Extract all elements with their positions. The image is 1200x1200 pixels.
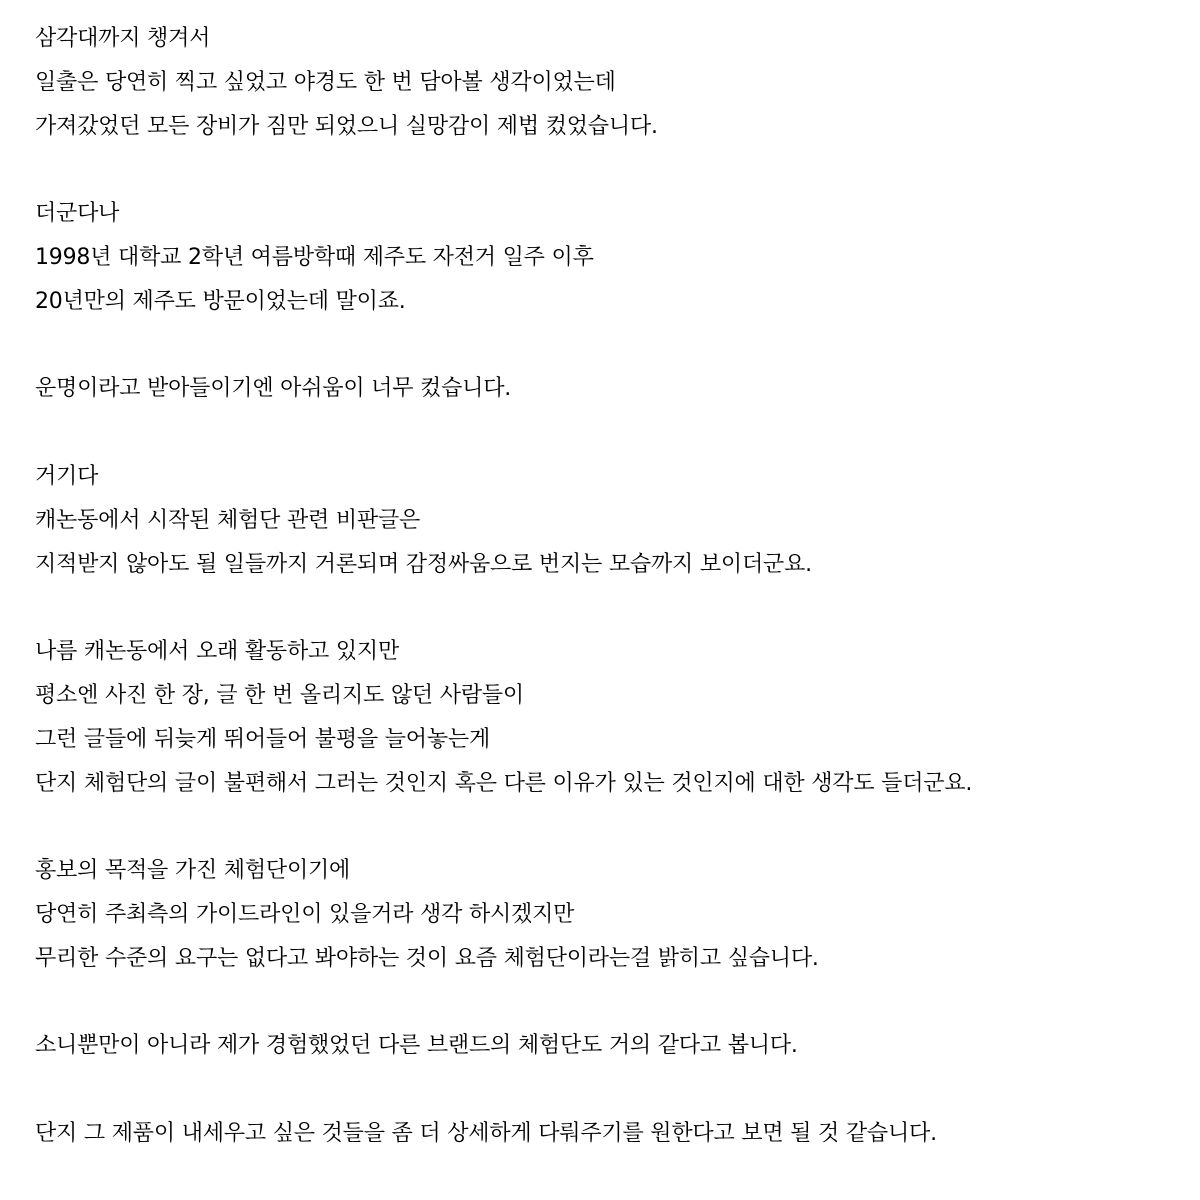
blank-line [35, 805, 1195, 849]
text-line: 운명이라고 받아들이기엔 아쉬움이 너무 컸습니다. [35, 376, 512, 402]
blank-line [35, 148, 1195, 192]
text-line: 일출은 당연히 찍고 싶었고 야경도 한 번 담아볼 생각이었는데 [35, 69, 616, 95]
text-line: 평소엔 사진 한 장, 글 한 번 올리지도 않던 사람들이 [35, 682, 524, 708]
text-line: 가져갔었던 모든 장비가 짐만 되었으니 실망감이 제법 컸었습니다. [35, 113, 658, 139]
blank-line [35, 411, 1195, 455]
text-line: 더군다나 [35, 201, 120, 227]
text-line: 소니뿐만이 아니라 제가 경험했었던 다른 브랜드의 체험단도 거의 같다고 봅니다. [35, 1033, 798, 1059]
text-line: 나름 캐논동에서 오래 활동하고 있지만 [35, 639, 400, 665]
text-line: 지적받지 않아도 될 일들까지 거론되며 감정싸움으로 번지는 모습까지 보이더군요. [35, 551, 812, 577]
text-line: 무리한 수준의 요구는 없다고 봐야하는 것이 요즘 체험단이라는걸 밝히고 싶습니다. [35, 945, 819, 971]
text-line: 그런 글들에 뒤늦게 뛰어들어 불평을 늘어놓는게 [35, 726, 491, 752]
text-line: 20년만의 제주도 방문이었는데 말이죠. [35, 288, 406, 314]
blank-line [35, 1068, 1195, 1112]
article-body [35, 17, 1195, 1156]
text-line: 단지 그 제품이 내세우고 싶은 것들을 좀 더 상세하게 다뤄주기를 원한다고 보면 될 것 같습니다. [35, 1120, 937, 1146]
text-line: 거기다 [35, 463, 99, 489]
text-line: 당연히 주최측의 가이드라인이 있을거라 생각 하시겠지만 [35, 901, 575, 927]
blank-line [35, 324, 1195, 368]
text-line: 삼각대까지 챙겨서 [35, 26, 211, 51]
text-line: 1998년 대학교 2학년 여름방학때 제주도 자전거 일주 이후 [35, 244, 594, 270]
text-line: 단지 체험단의 글이 불편해서 그러는 것인지 혹은 다른 이유가 있는 것인지에 대한 생각도 들더군요. [35, 770, 973, 796]
blank-line [35, 586, 1195, 630]
blank-line [35, 981, 1195, 1025]
text-line: 캐논동에서 시작된 체험단 관련 비판글은 [35, 507, 421, 533]
text-line: 홍보의 목적을 가진 체험단이기에 [35, 858, 351, 884]
